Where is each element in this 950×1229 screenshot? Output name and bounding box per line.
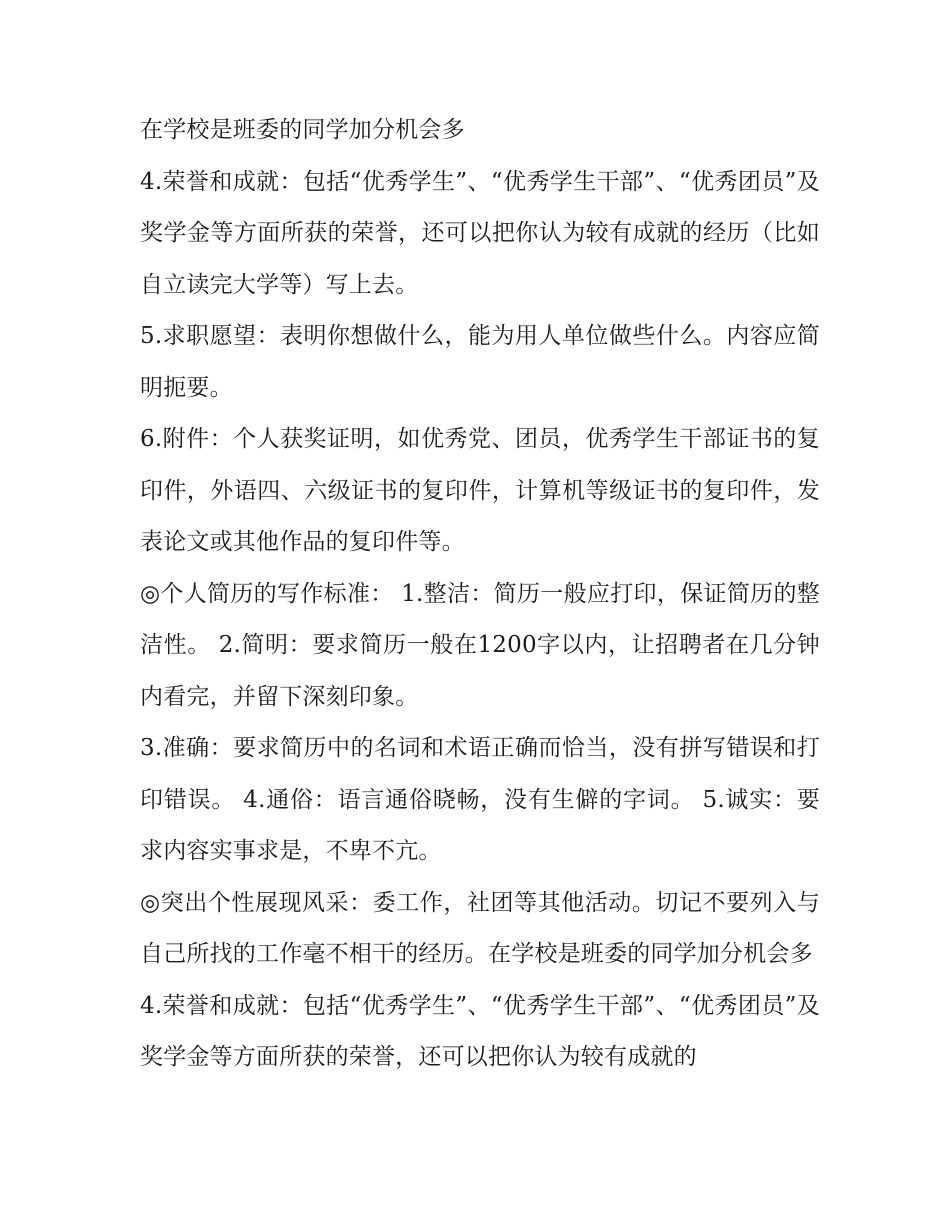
paragraph: ◎突出个性展现风采：委工作，社团等其他活动。切记不要列入与自己所找的工作毫不相干的经历。在学校是班委的同学加分机会多 <box>140 889 820 967</box>
paragraph: 在学校是班委的同学加分机会多 <box>140 117 465 143</box>
document-body <box>140 105 820 1084</box>
paragraph: ◎个人简历的写作标准： 1.整洁：简历一般应打印，保证简历的整洁性。 2.简明：要求简历一般在1200字以内，让招聘者在几分钟内看完，并留下深刻印象。 <box>140 580 820 710</box>
paragraph: 6.附件：个人获奖证明，如优秀党、团员，优秀学生干部证书的复印件，外语四、六级证书的复印件，计算机等级证书的复印件，发表论文或其他作品的复印件等。 <box>140 426 820 555</box>
paragraph: 3.准确：要求简历中的名词和术语正确而恰当，没有拼写错误和打印错误。 4.通俗：语言通俗晓畅，没有生僻的字词。 5.诚实：要求内容实事求是，不卑不亢。 <box>140 735 820 864</box>
paragraph: 4.荣誉和成就：包括“优秀学生”、“优秀学生干部”、“优秀团员”及奖学金等方面所获的荣誉，还可以把你认为较有成就的经历（比如自立读完大学等）写上去。 <box>140 168 820 298</box>
paragraph: 5.求职愿望：表明你想做什么，能为用人单位做些什么。内容应简明扼要。 <box>140 323 820 401</box>
paragraph: 4.荣誉和成就：包括“优秀学生”、“优秀学生干部”、“优秀团员”及奖学金等方面所获的荣誉，还可以把你认为较有成就的 <box>140 992 820 1070</box>
